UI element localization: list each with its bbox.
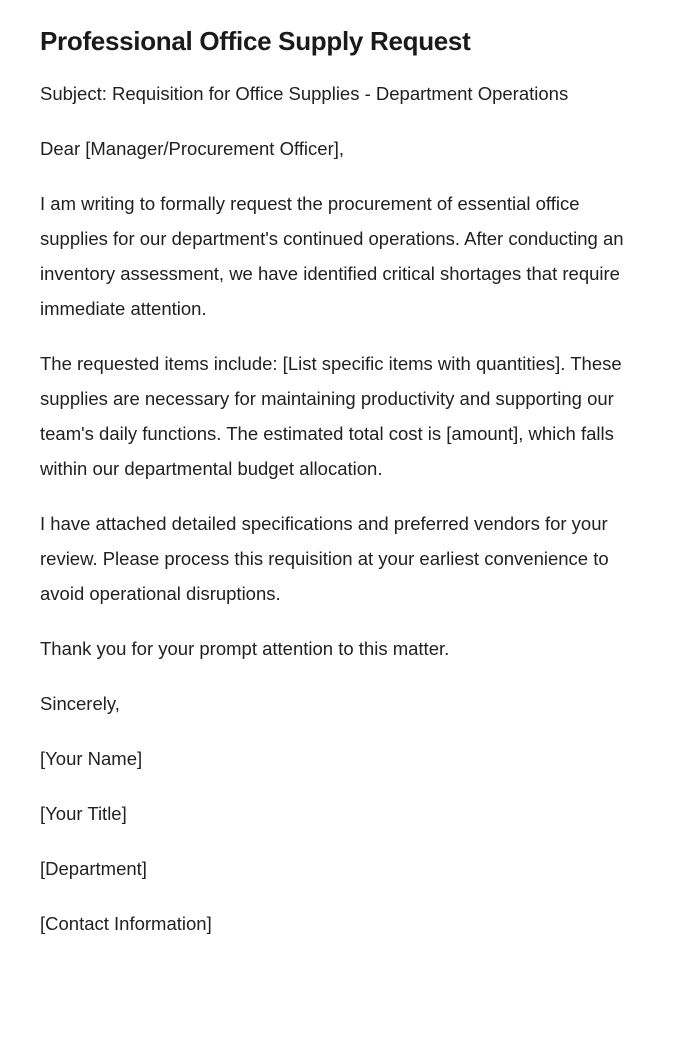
signature-spacer [40, 776, 660, 796]
title-spacer [40, 57, 660, 76]
signature-contact: [Contact Information] [40, 913, 212, 934]
subject-line: Subject: Requisition for Office Supplies - Department Operations [40, 83, 569, 104]
page-title: Professional Office Supply Request [40, 26, 471, 56]
paragraph-spacer [40, 326, 660, 346]
paragraph-items: The requested items include: [List specific items with quantities]. These supplies are necessary for maintaining productivity and supporting our team's daily functions. The estimated total cost is [amount], which falls within our departmental budget allocation. [40, 353, 622, 479]
paragraph-intro: I am writing to formally request the procurement of essential office supplies for our department's continued operations. After conducting an inventory assessment, we have identified critical shortages that require immediate attention. [40, 193, 624, 319]
signature-spacer [40, 721, 660, 741]
closing: Sincerely, [40, 693, 120, 714]
paragraph-spacer [40, 611, 660, 631]
salutation: Dear [Manager/Procurement Officer], [40, 138, 345, 159]
paragraph-spacer [40, 111, 660, 131]
signature-spacer [40, 886, 660, 906]
paragraph-spacer [40, 166, 660, 186]
paragraph-attachments: I have attached detailed specifications and preferred vendors for your review. Please process this requisition at your earliest convenience to avoid operational disruptions. [40, 513, 609, 604]
signature-department: [Department] [40, 858, 147, 879]
paragraph-spacer [40, 486, 660, 506]
signature-spacer [40, 666, 660, 686]
signature-name: [Your Name] [40, 748, 143, 769]
signature-spacer [40, 831, 660, 851]
paragraph-thanks: Thank you for your prompt attention to this matter. [40, 638, 450, 659]
signature-title: [Your Title] [40, 803, 127, 824]
